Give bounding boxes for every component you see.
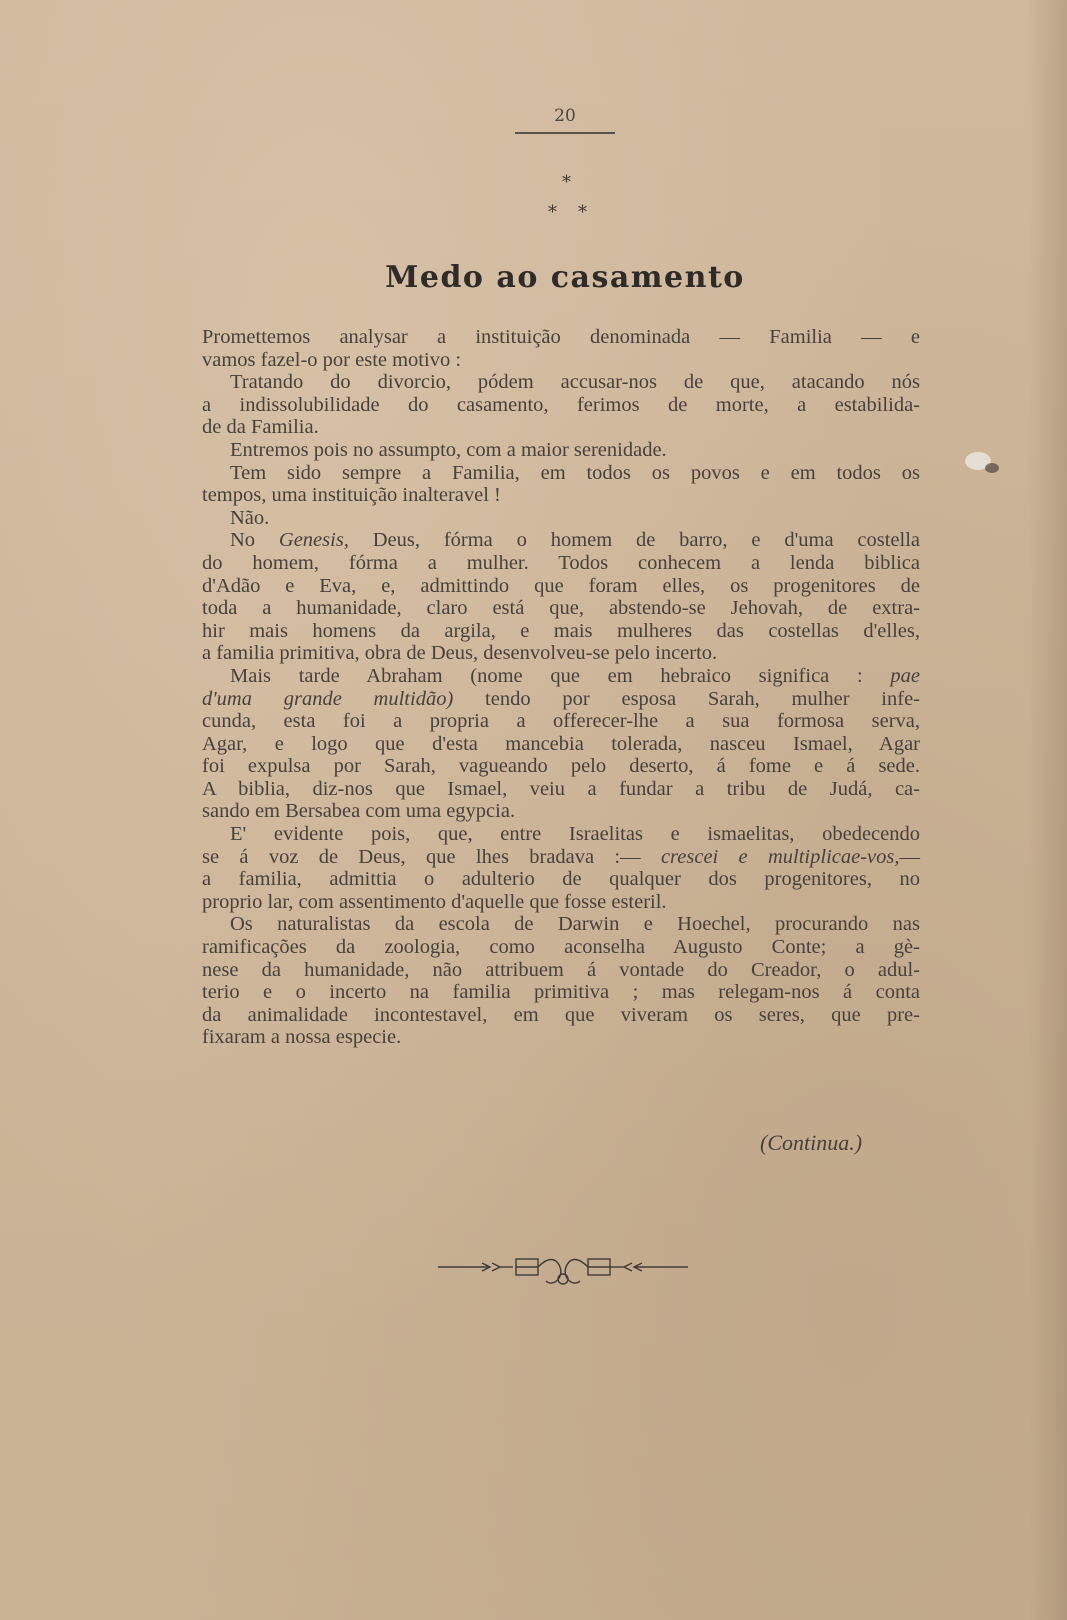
- text-line: A biblia, diz-nos que Ismael, veiu a fundar a tribu de Judá, ca-: [202, 777, 920, 800]
- asterism-star: *: [578, 202, 587, 223]
- text-line: sando em Bersabea com uma egypcia.: [202, 800, 516, 823]
- text-line: Não.: [230, 506, 270, 529]
- text-line: E' evidente pois, que, entre Israelitas e ismaelitas, obedecendo: [230, 823, 920, 846]
- italic-phrase: crescei e multiplicae-vos,: [660, 845, 900, 868]
- text-line: nese da humanidade, não attribuem á vontade do Creador, o adul-: [202, 958, 920, 981]
- text-line: tempos, uma instituição inalteravel !: [202, 484, 501, 507]
- text-line: d'Adão e Eva, e, admittindo que foram elles, os progenitores de: [202, 574, 920, 597]
- text-segment: —: [899, 845, 920, 868]
- page-edge-shadow: [1027, 0, 1067, 1620]
- ornament-divider: [438, 1253, 688, 1293]
- text-line: Tem sido sempre a Familia, em todos os povos e em todos os: [230, 461, 920, 484]
- text-line: [202, 846, 920, 869]
- text-line: fixaram a nossa especie.: [202, 1026, 402, 1049]
- article-body: [202, 326, 920, 1049]
- text-segment: No: [230, 529, 279, 552]
- text-line: Agar, e logo que d'esta mancebia tolerada, nasceu Ismael, Agar: [202, 732, 920, 755]
- text-segment: Mais tarde Abraham (nome que em hebraico significa :: [230, 664, 891, 687]
- text-line: de da Familia.: [202, 416, 319, 439]
- text-line: da animalidade incontestavel, em que viveram os seres, que pre-: [202, 1003, 920, 1026]
- page-number-rule: [515, 132, 615, 134]
- text-line: hir mais homens da argila, e mais mulheres das costellas d'elles,: [202, 619, 920, 642]
- page-number: 20: [554, 106, 576, 126]
- text-line: foi expulsa por Sarah, vagueando pelo deserto, á fome e á sede.: [202, 755, 920, 778]
- italic-phrase: pae: [890, 664, 920, 687]
- text-line: [202, 529, 920, 552]
- article-title: Medo ao casamento: [385, 260, 745, 295]
- text-line: a familia primitiva, obra de Deus, desenvolveu-se pelo incerto.: [202, 642, 718, 665]
- text-line: ramificações da zoologia, como aconselha Augusto Conte; a gè-: [202, 936, 920, 959]
- asterism-star: *: [562, 172, 571, 193]
- text-line: do homem, fórma a mulher. Todos conhecem a lenda biblica: [202, 551, 920, 574]
- text-line: proprio lar, com assentimento d'aquelle que fosse esteril.: [202, 890, 667, 913]
- text-line: a indissolubilidade do casamento, ferimos de morte, a estabilida-: [202, 393, 920, 416]
- text-line: a familia, admittia o adulterio de qualquer dos progenitores, no: [202, 868, 920, 891]
- italic-phrase: d'uma grande multidão): [202, 687, 454, 710]
- text-line: toda a humanidade, claro está que, abstendo-se Jehovah, de extra-: [202, 597, 920, 620]
- text-line: Tratando do divorcio, pódem accusar-nos de que, atacando nós: [230, 371, 920, 394]
- paper-stain: [985, 463, 999, 473]
- text-line: [202, 688, 920, 711]
- continued-note: (Continua.): [760, 1130, 863, 1155]
- text-segment: Deus, fórma o homem de barro, e d'uma costella: [348, 529, 920, 552]
- asterism: [530, 172, 610, 232]
- text-segment: se á voz de Deus, que lhes bradava :—: [202, 845, 661, 868]
- text-line: Promettemos analysar a instituição denominada — Familia — e: [202, 326, 920, 348]
- text-line: Os naturalistas da escola de Darwin e Hoechel, procurando nas: [230, 913, 920, 936]
- text-line: terio e o incerto na familia primitiva ; mas relegam-nos á conta: [202, 981, 920, 1004]
- asterism-star: *: [548, 202, 557, 223]
- text-segment: tendo por esposa Sarah, mulher infe-: [453, 687, 920, 710]
- text-line: Entremos pois no assumpto, com a maior serenidade.: [230, 438, 667, 461]
- text-line: cunda, esta foi a propria a offerecer-lhe a sua formosa serva,: [202, 710, 920, 733]
- italic-phrase: Genesis,: [278, 529, 349, 552]
- text-line: vamos fazel-o por este motivo :: [202, 348, 462, 371]
- text-line: [202, 665, 920, 688]
